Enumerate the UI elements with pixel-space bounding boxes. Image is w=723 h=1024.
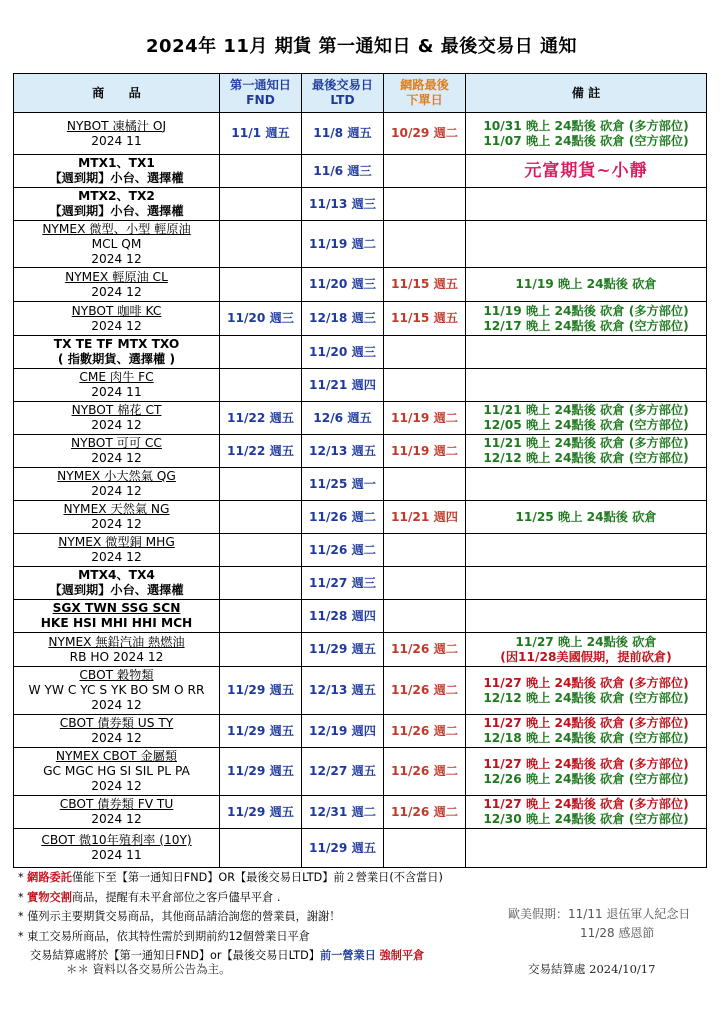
remark-cell <box>466 268 707 302</box>
remark-cell <box>466 501 707 534</box>
ltd-cell: 12/19 週四 <box>302 715 384 748</box>
product-line: 2024 12 <box>91 550 142 564</box>
remark-cell <box>466 796 707 829</box>
ltd-cell: 12/27 週五 <box>302 748 384 796</box>
web-last-cell <box>384 336 466 369</box>
product-line: 2024 11 <box>91 133 142 148</box>
holiday-notice <box>508 905 690 943</box>
product-cell <box>14 600 220 633</box>
remark-line: 12/18 晚上 24點後 砍倉 (空方部位) <box>483 731 689 745</box>
ltd-cell: 12/6 週五 <box>302 402 384 435</box>
page-title: 2024年 11月 期貨 第一通知日 & 最後交易日 通知 <box>146 36 577 57</box>
ltd-cell: 11/29 週五 <box>302 829 384 868</box>
ltd-cell: 11/8 週五 <box>302 113 384 155</box>
product-line: NYMEX 輕原油 CL <box>65 269 168 284</box>
remark-line: 12/05 晚上 24點後 砍倉 (空方部位) <box>483 418 689 432</box>
product-cell <box>14 534 220 567</box>
header-fnd: 第一通知日 FND <box>220 74 302 113</box>
table-row <box>14 188 707 221</box>
table-row <box>14 534 707 567</box>
table-row <box>14 268 707 302</box>
table-row <box>14 402 707 435</box>
web-last-cell <box>384 468 466 501</box>
product-line: NYBOT 棉花 CT <box>71 403 162 417</box>
table-row <box>14 829 707 868</box>
remark-line: 11/27 晚上 24點後 砍倉 (多方部位) <box>483 756 689 771</box>
note-tocom: * 東工交易所商品，依其特性需於到期前約12個營業日平倉 <box>18 929 310 943</box>
product-cell <box>14 268 220 302</box>
product-line: CBOT 穀物類 <box>79 668 154 682</box>
web-last-cell <box>384 155 466 188</box>
fnd-cell <box>220 501 302 534</box>
note-forced-close: 交易結算處將於【第一通知日FND】or【最後交易日LTD】前一營業日 強制平倉 <box>30 949 425 962</box>
remark-line: 11/25 晚上 24點後 砍倉 <box>515 509 657 524</box>
product-cell <box>14 188 220 221</box>
table-row <box>14 221 707 268</box>
ltd-cell: 11/20 週三 <box>302 268 384 302</box>
table-row <box>14 336 707 369</box>
remark-line: 11/19 晚上 24點後 砍倉 <box>515 277 657 291</box>
ltd-cell: 11/29 週五 <box>302 633 384 667</box>
remark-line: 11/21 晚上 24點後 砍倉 (多方部位) <box>483 403 689 417</box>
product-line: HKE HSI MHI HHI MCH <box>40 616 193 630</box>
product-line: CBOT 債券類 FV TU <box>59 797 174 811</box>
fnd-cell <box>220 369 302 402</box>
ltd-cell: 12/31 週二 <box>302 796 384 829</box>
ltd-cell: 11/13 週三 <box>302 188 384 221</box>
product-line: 2024 11 <box>91 385 142 399</box>
product-cell <box>14 796 220 829</box>
product-line: 2024 12 <box>91 779 142 793</box>
product-line: ( 指數期貨、選擇權 ) <box>57 352 176 366</box>
product-line: CBOT 債券類 US TY <box>59 716 174 730</box>
ltd-cell: 11/21 週四 <box>302 369 384 402</box>
remark-cell <box>466 468 707 501</box>
remark-line: 11/07 晚上 24點後 砍倉 (空方部位) <box>483 133 689 148</box>
product-cell <box>14 402 220 435</box>
product-cell <box>14 369 220 402</box>
remark-line: 11/27 晚上 24點後 砍倉 (多方部位) <box>483 797 689 811</box>
product-line: 【週到期】小台、選擇權 <box>49 171 184 185</box>
header-web-last: 網路最後 下單日 <box>384 74 466 113</box>
remark-line: 11/19 晚上 24點後 砍倉 (多方部位) <box>483 303 689 318</box>
product-line: 2024 12 <box>91 812 142 826</box>
remark-line: 12/17 晚上 24點後 砍倉 (空方部位) <box>483 318 689 333</box>
fnd-cell <box>220 268 302 302</box>
remark-cell <box>466 534 707 567</box>
product-cell <box>14 155 220 188</box>
product-cell <box>14 667 220 715</box>
web-last-cell <box>384 221 466 268</box>
table-row <box>14 155 707 188</box>
header-product: 商 品 <box>14 74 220 113</box>
table-row <box>14 302 707 336</box>
remark-line: 11/27 晚上 24點後 砍倉 (多方部位) <box>483 675 689 690</box>
table-row <box>14 600 707 633</box>
remark-cell <box>466 155 707 188</box>
fnd-cell: 11/1 週五 <box>220 113 302 155</box>
header-remark: 備 註 <box>466 74 707 113</box>
fnd-cell: 11/29 週五 <box>220 667 302 715</box>
product-line: 2024 12 <box>91 484 142 498</box>
ltd-cell: 11/26 週二 <box>302 534 384 567</box>
web-last-cell <box>384 600 466 633</box>
ltd-cell: 12/13 週五 <box>302 667 384 715</box>
product-line: 2024 12 <box>91 318 142 333</box>
product-cell <box>14 633 220 667</box>
holiday-line-2: 11/28 感恩節 <box>580 926 655 940</box>
web-last-cell: 11/26 週二 <box>384 748 466 796</box>
product-line: NYMEX 天然氣 NG <box>63 502 170 516</box>
table-row <box>14 796 707 829</box>
web-last-cell: 11/21 週四 <box>384 501 466 534</box>
product-line: MTX4、TX4 <box>78 568 155 582</box>
product-line: NYMEX 小大然氣 QG <box>57 469 176 483</box>
product-line: 2024 12 <box>91 418 142 432</box>
web-last-cell: 11/15 週五 <box>384 268 466 302</box>
broker-banner: 元富期貨~小靜 <box>524 160 648 181</box>
product-line: 2024 12 <box>91 451 142 465</box>
holiday-line-1: 歐美假期：11/11 退伍軍人紀念日 <box>508 907 691 921</box>
product-line: 【週到期】小台、選擇權 <box>49 583 184 597</box>
web-last-cell: 11/26 週二 <box>384 667 466 715</box>
product-cell <box>14 221 220 268</box>
ltd-cell: 11/27 週三 <box>302 567 384 600</box>
web-last-cell: 11/26 週二 <box>384 796 466 829</box>
fnd-cell <box>220 829 302 868</box>
footer-issuer-date: 交易結算處 2024/10/17 <box>528 962 656 976</box>
ltd-cell: 11/25 週一 <box>302 468 384 501</box>
remark-cell <box>466 567 707 600</box>
note-web-order: * 網路委託僅能下至【第一通知日FND】OR【最後交易日LTD】前２營業日(不含當日) <box>18 871 443 884</box>
remark-cell <box>466 748 707 796</box>
note-delivery: * 實物交割商品，提醒有未平倉部位之客戶儘早平倉 . <box>18 890 281 904</box>
web-last-cell <box>384 567 466 600</box>
ltd-cell: 12/13 週五 <box>302 435 384 468</box>
product-line: 【週到期】小台、選擇權 <box>49 204 184 218</box>
ltd-cell: 12/18 週三 <box>302 302 384 336</box>
table-row <box>14 435 707 468</box>
web-last-cell: 11/19 週二 <box>384 402 466 435</box>
table-row <box>14 633 707 667</box>
product-line: NYBOT 咖啡 KC <box>71 303 162 318</box>
remark-cell <box>466 435 707 468</box>
web-last-cell <box>384 829 466 868</box>
fnd-cell <box>220 567 302 600</box>
product-line: 2024 12 <box>91 517 142 531</box>
remark-line: 12/12 晚上 24點後 砍倉 (空方部位) <box>483 690 689 705</box>
product-cell <box>14 567 220 600</box>
remark-cell <box>466 221 707 268</box>
product-cell <box>14 829 220 868</box>
product-line: 2024 12 <box>91 698 142 712</box>
remark-cell <box>466 402 707 435</box>
fnd-cell <box>220 534 302 567</box>
remark-line: 12/30 晚上 24點後 砍倉 (空方部位) <box>483 812 689 826</box>
product-line: MCL QM <box>91 236 142 251</box>
fnd-cell <box>220 188 302 221</box>
ltd-cell: 11/28 週四 <box>302 600 384 633</box>
remark-cell <box>466 188 707 221</box>
schedule-table <box>13 73 707 868</box>
product-line: NYMEX 無鉛汽油 熱燃油 <box>48 634 185 649</box>
remark-line: 12/26 晚上 24點後 砍倉 (空方部位) <box>483 771 689 786</box>
fnd-cell: 11/22 週五 <box>220 402 302 435</box>
product-line: CME 肉牛 FC <box>79 370 154 384</box>
product-line: 2024 12 <box>91 284 142 299</box>
fnd-cell <box>220 468 302 501</box>
table-row <box>14 748 707 796</box>
product-cell <box>14 468 220 501</box>
product-line: 2024 11 <box>91 848 142 862</box>
web-last-cell <box>384 369 466 402</box>
product-line: 2024 12 <box>91 251 142 266</box>
remark-line: 11/21 晚上 24點後 砍倉 (多方部位) <box>483 436 689 450</box>
product-line: GC MGC HG SI SIL PL PA <box>43 764 190 778</box>
product-line: RB HO 2024 12 <box>69 649 164 664</box>
web-last-cell: 10/29 週二 <box>384 113 466 155</box>
ltd-cell: 11/26 週二 <box>302 501 384 534</box>
web-last-cell: 11/19 週二 <box>384 435 466 468</box>
fnd-cell <box>220 633 302 667</box>
fnd-cell <box>220 221 302 268</box>
product-cell <box>14 302 220 336</box>
product-cell <box>14 715 220 748</box>
table-header-row <box>14 74 707 113</box>
table-row <box>14 567 707 600</box>
product-line: W YW C YC S YK BO SM O RR <box>28 683 205 697</box>
product-line: SGX TWN SSG SCN <box>52 601 181 615</box>
fnd-cell: 11/29 週五 <box>220 748 302 796</box>
product-line: CBOT 微10年殖利率 (10Y) <box>41 833 192 847</box>
product-cell <box>14 113 220 155</box>
product-line: NYMEX CBOT 金屬類 <box>55 749 178 763</box>
web-last-cell: 11/26 週二 <box>384 715 466 748</box>
product-cell <box>14 336 220 369</box>
web-last-cell <box>384 188 466 221</box>
remark-cell <box>466 715 707 748</box>
remark-cell <box>466 829 707 868</box>
table-row <box>14 667 707 715</box>
remark-cell <box>466 113 707 155</box>
fnd-cell: 11/22 週五 <box>220 435 302 468</box>
footer-source-note: ＊＊ 資料以各交易所公告為主。 <box>66 962 231 976</box>
product-cell <box>14 435 220 468</box>
table-row <box>14 715 707 748</box>
ltd-cell: 11/19 週二 <box>302 221 384 268</box>
remark-cell <box>466 336 707 369</box>
note-main-products: * 僅列示主要期貨交易商品，其他商品請洽詢您的營業員，謝謝！ <box>18 910 341 923</box>
product-line: NYBOT 凍橘汁 OJ <box>66 118 167 133</box>
fnd-cell <box>220 336 302 369</box>
remark-line: (因11/28美國假期，提前砍倉) <box>500 649 672 664</box>
product-line: NYBOT 可可 CC <box>71 436 162 450</box>
fnd-cell <box>220 600 302 633</box>
web-last-cell: 11/26 週二 <box>384 633 466 667</box>
table-row <box>14 369 707 402</box>
remark-cell <box>466 369 707 402</box>
fnd-cell: 11/20 週三 <box>220 302 302 336</box>
ltd-cell: 11/6 週三 <box>302 155 384 188</box>
remark-cell <box>466 667 707 715</box>
product-cell <box>14 501 220 534</box>
ltd-cell: 11/20 週三 <box>302 336 384 369</box>
remark-cell <box>466 600 707 633</box>
product-line: NYMEX 微型銅 MHG <box>58 535 175 549</box>
product-cell <box>14 748 220 796</box>
remark-line: 11/27 晚上 24點後 砍倉 (多方部位) <box>483 716 689 730</box>
product-line: MTX1、TX1 <box>78 156 155 170</box>
table-row <box>14 113 707 155</box>
remark-line: 11/27 晚上 24點後 砍倉 <box>515 634 657 649</box>
remark-cell <box>466 302 707 336</box>
fnd-cell: 11/29 週五 <box>220 796 302 829</box>
web-last-cell <box>384 534 466 567</box>
table-row <box>14 468 707 501</box>
product-line: 2024 12 <box>91 731 142 745</box>
remark-line: 10/31 晚上 24點後 砍倉 (多方部位) <box>483 118 689 133</box>
remark-line: 12/12 晚上 24點後 砍倉 (空方部位) <box>483 451 689 465</box>
remark-cell <box>466 633 707 667</box>
fnd-cell: 11/29 週五 <box>220 715 302 748</box>
header-ltd: 最後交易日 LTD <box>302 74 384 113</box>
product-line: TX TE TF MTX TXO <box>53 337 180 351</box>
table-row <box>14 501 707 534</box>
product-line: MTX2、TX2 <box>78 189 155 203</box>
web-last-cell: 11/15 週五 <box>384 302 466 336</box>
product-line: NYMEX 微型、小型 輕原油 <box>42 221 191 236</box>
fnd-cell <box>220 155 302 188</box>
